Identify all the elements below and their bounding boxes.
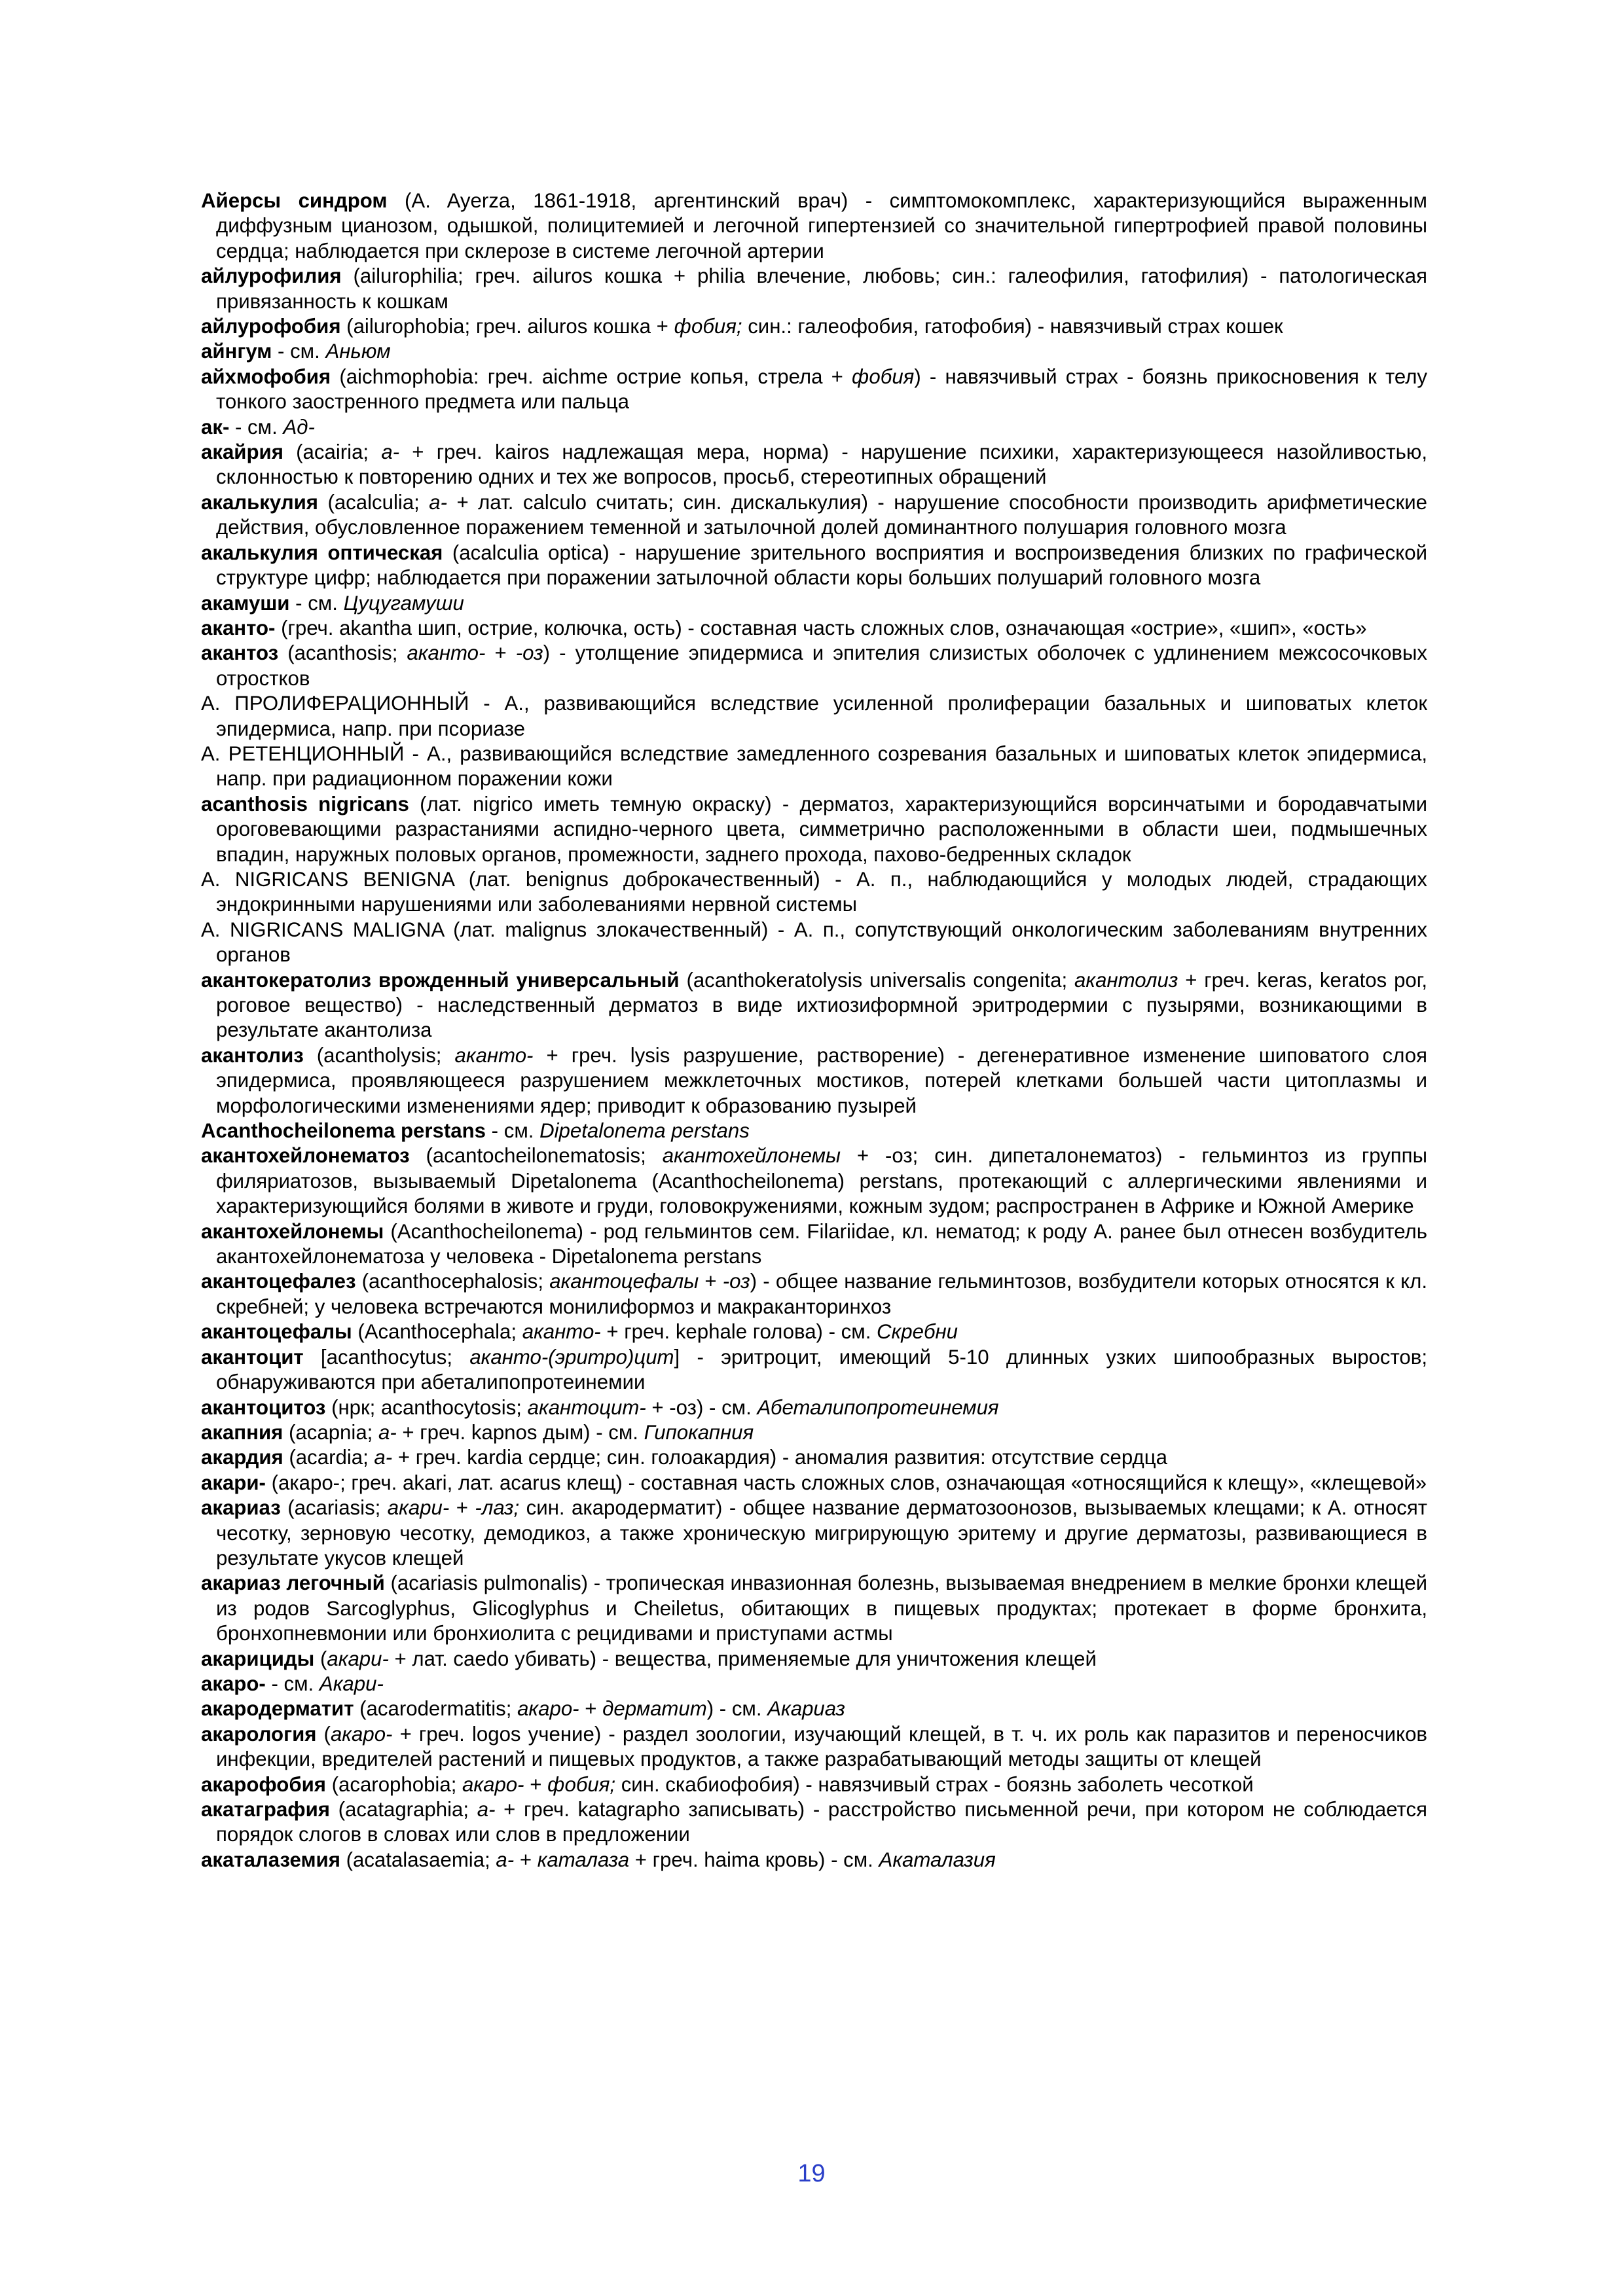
entry-term: акалькулия оптическая — [201, 541, 443, 564]
entry-text: - см. — [265, 1672, 319, 1695]
entry-text: (acarodermatitis; — [354, 1697, 518, 1721]
entry-term: акантоцефалез — [201, 1270, 356, 1293]
entry-reference: фобия; — [547, 1772, 616, 1796]
entry-text: А. РЕТЕНЦИОННЫЙ - А., развивающийся вследствие замедленного созревания базальных и шиповатых клеток эпидермиса, напр. при радиационном поражении кожи — [201, 742, 1427, 791]
dictionary-entry — [201, 1119, 1427, 1143]
entry-text: (acapnia; — [283, 1420, 378, 1444]
dictionary-entry — [201, 339, 1427, 364]
entry-term: акантоцефалы — [201, 1320, 352, 1344]
entry-term: айхмофобия — [201, 365, 331, 388]
entry-term: Acanthocheilonema perstans — [201, 1119, 486, 1143]
entry-term: акардия — [201, 1446, 283, 1469]
entry-text: (acalculia optica) - нарушение зрительного восприятия и воспроизведения близких по графической структуре цифр; наблюдается при поражении затылочной области коры больших полушарий головного мозга — [216, 541, 1428, 590]
entry-text: - см. — [289, 591, 344, 615]
entry-term: ак- — [201, 415, 230, 439]
entry-term: акамуши — [201, 591, 290, 615]
entry-reference: фобия; — [674, 315, 742, 338]
dictionary-entry — [201, 415, 1427, 440]
entry-term: акантолиз — [201, 1043, 304, 1067]
entry-text: + — [485, 641, 516, 665]
entry-term: айнгум — [201, 340, 272, 363]
entry-term: акантоцитоз — [201, 1395, 326, 1419]
entry-text: - см. — [229, 415, 283, 439]
dictionary-entry — [201, 742, 1427, 792]
entry-text: + — [514, 1848, 538, 1871]
entry-reference: акантоцефалы — [549, 1270, 699, 1293]
dictionary-entry — [201, 1345, 1427, 1395]
dictionary-entry — [201, 1797, 1427, 1848]
entry-term: акаталаземия — [201, 1848, 340, 1871]
page-number: 19 — [797, 2160, 826, 2187]
entry-reference: Ад- — [283, 415, 315, 439]
dictionary-entry — [201, 365, 1427, 415]
entry-text: (acairia; — [283, 440, 382, 464]
dictionary-entry — [201, 641, 1427, 691]
entry-reference: а- — [378, 1420, 397, 1444]
entry-text: (acariasis pulmonalis) - тропическая инвазионная болезнь, вызываемая внедрением в мелкие бронхи клещей из родов Sarcoglyphus, Glicoglyphus и Cheiletus, обитающих в пищевых продуктах; протекает в форме бронхита, бронхопневмонии или бронхиолита с рецидивами и приступами астмы — [216, 1571, 1427, 1645]
entry-text: (acanthocephalosis; — [356, 1270, 550, 1293]
entry-text: (acariasis; — [280, 1496, 388, 1520]
entry-reference: акантолиз — [1074, 968, 1178, 992]
entry-text: син. скабиофобия) - навязчивый страх - боязнь заболеть чесоткой — [615, 1772, 1254, 1796]
entry-reference: Dipetalonema perstans — [539, 1119, 750, 1143]
entry-text: + греч. lysis разрушение, растворение) - дегенеративное изменение шиповатого слоя эпидермиса, проявляющееся разрушением межклеточных мостиков, потерей клетками большей части цитоплазмы и морфологическими изменениями ядер; приводит к образованию пузырей — [216, 1043, 1427, 1117]
entry-text: (Acanthocheilonema) - род гельминтов сем. Filariidae, кл. нематод; к роду А. ранее был отнесен возбудитель акантохейлонематоза у человека - Dipetalonema perstans — [216, 1219, 1427, 1268]
entry-term: акарология — [201, 1722, 317, 1746]
entry-text: - см. — [486, 1119, 540, 1143]
dictionary-entry — [201, 1471, 1427, 1496]
entry-term: Айерсы синдром — [201, 189, 388, 212]
entry-text: (acatalasaemia; — [340, 1848, 496, 1871]
dictionary-entry — [201, 616, 1427, 641]
entry-reference: Акари- — [319, 1672, 384, 1695]
entry-reference: Акариаз — [767, 1697, 845, 1721]
dictionary-entry — [201, 1395, 1427, 1420]
entry-term: акариаз — [201, 1496, 281, 1520]
entry-text: ) - навязчивый страх - боязнь прикосновения к телу тонкого заостренного предмета или пальца — [216, 365, 1427, 414]
entry-term: акари- — [201, 1471, 266, 1494]
entry-text: А. ПРОЛИФЕРАЦИОННЫЙ - А., развивающийся вследствие усиленной пролиферации базальных и шиповатых клеток эпидермиса, напр. при псориазе — [201, 692, 1427, 740]
dictionary-entry — [201, 1143, 1427, 1219]
entry-term: акаро- — [201, 1672, 266, 1695]
entry-reference: акари- — [387, 1496, 450, 1520]
dictionary-entry — [201, 490, 1427, 541]
dictionary-entry — [201, 1848, 1427, 1873]
dictionary-entry — [201, 1696, 1427, 1721]
entry-text: (acantocheilonematosis; — [409, 1144, 663, 1168]
entry-text: (лат. nigrico иметь темную окраску) - дерматоз, характеризующийся ворсинчатыми и бородавчатыми ороговевающими разрастаниями аспидно-черного цвета, симметрично расположенными в области шеи, подмышечных впадин, наружных половых органов, промежности, заднего прохода, пахово-бедренных складок — [216, 792, 1428, 866]
dictionary-entry — [201, 792, 1427, 867]
entry-term: айлурофобия — [201, 315, 341, 338]
entry-term: акайрия — [201, 440, 283, 464]
dictionary-entry — [201, 918, 1427, 968]
entry-reference: акантоцит- — [527, 1395, 646, 1419]
dictionary-entry — [201, 188, 1427, 264]
entry-text: (нрк; acanthocytosis; — [325, 1395, 528, 1419]
entry-text: (ailurophobia; греч. ailuros кошка + — [340, 315, 674, 338]
entry-reference: Аньюм — [325, 340, 391, 363]
entry-term: акарофобия — [201, 1772, 326, 1796]
entry-text: + — [579, 1697, 603, 1721]
entry-reference: а- — [429, 490, 448, 514]
dictionary-entry — [201, 1420, 1427, 1445]
entry-text: (Acanthocephala; — [352, 1320, 522, 1344]
entry-text: ( — [314, 1647, 327, 1670]
dictionary-entry — [201, 1445, 1427, 1470]
entry-text: ) - см. — [706, 1697, 768, 1721]
entry-reference: акаро- — [462, 1772, 524, 1796]
entry-text: + греч. kairos надлежащая мера, норма) - нарушение психики, характеризующееся назойливостью, склонностью к повторению одних и тех же вопросов, просьб, стереотипных обращений — [216, 440, 1427, 489]
entry-text: + греч. katagrapho записывать) - расстройство письменной речи, при котором не соблюдается порядок слогов в словах или слов в предложении — [216, 1798, 1427, 1846]
entry-term: акариаз легочный — [201, 1571, 385, 1595]
dictionary-entry — [201, 264, 1427, 314]
entry-reference: Скребни — [877, 1320, 958, 1344]
entry-text: (acardia; — [283, 1446, 374, 1469]
dictionary-entry — [201, 1722, 1427, 1772]
entry-text: ( — [316, 1722, 331, 1746]
entry-text: [acanthocytus; — [303, 1345, 470, 1369]
entry-text: + греч. logos учение) - раздел зоологии, изучающий клещей, в т. ч. их роль как паразитов и переносчиков инфекции, вредителей растений и пищевых продуктов, а также разрабатывающий методы защиты от клещей — [216, 1722, 1427, 1771]
entry-term: акатаграфия — [201, 1798, 330, 1821]
entry-reference: акари- — [327, 1647, 389, 1670]
entry-text: ] - эритроцит, имеющий 5-10 длинных узких шипообразных выростов; обнаруживаются при абеталипопротеинемии — [216, 1345, 1427, 1394]
entry-text: + греч. kephale голова) - см. — [600, 1320, 877, 1344]
entry-term: акалькулия — [201, 490, 319, 514]
entry-text: (acanthokeratolysis universalis congenita; — [679, 968, 1075, 992]
entry-text: + — [524, 1772, 548, 1796]
entry-reference: а- — [374, 1446, 393, 1469]
entry-reference: аканто- — [407, 641, 486, 665]
entry-term: айлурофилия — [201, 264, 342, 288]
entry-reference: Акаталазия — [879, 1848, 996, 1871]
entry-text: (греч. akantha шип, острие, колючка, ость) - составная часть сложных слов, означающая «острие», «шип», «ость» — [275, 616, 1367, 639]
entry-text: A. NIGRICANS BENIGNA (лат. benignus доброкачественный) - А. п., наблюдающийся у молодых людей, страдающих эндокринными нарушениями или заболеваниями нервной системы — [201, 867, 1427, 916]
entry-term: акародерматит — [201, 1697, 354, 1721]
entry-text: + -оз; син. дипеталонематоз) - гельминтоз из группы филяриатозов, вызываемый Dipetalonema (Acanthocheilonema) perstans, протекающий с аллергическими явлениями и характеризующийся болями в животе и груди, головокружениями, кожным зудом; распространен в Африке и Южной Америке — [216, 1144, 1427, 1218]
dictionary-entry — [201, 1319, 1427, 1344]
entry-text: - см. — [272, 340, 326, 363]
entry-term: акантокератолиз врожденный универсальный — [201, 968, 680, 992]
entry-reference: а- — [477, 1798, 496, 1821]
entry-text: (A. Ayerza, 1861-1918, аргентинский врач) - симптомокомплекс, характеризующийся выраженным диффузным цианозом, одышкой, полицитемией и легочной гипертензией со значительной гипертрофией правой половины сердца; наблюдается при склерозе в системе легочной артерии — [216, 189, 1427, 262]
dictionary-entry — [201, 541, 1427, 591]
entry-text: (акаро-; греч. akari, лат. acarus клещ) - составная часть сложных слов, означающая «относящийся к клещу», «клещевой» — [265, 1471, 1427, 1494]
dictionary-entry — [201, 314, 1427, 339]
dictionary-entry — [201, 440, 1427, 490]
entry-text: + — [699, 1270, 723, 1293]
entry-reference: аканто- — [522, 1320, 601, 1344]
entry-text: + лат. caedo убивать) - вещества, применяемые для уничтожения клещей — [388, 1647, 1097, 1670]
dictionary-entry — [201, 1269, 1427, 1319]
entry-text: (acarophobia; — [325, 1772, 463, 1796]
entry-text: син.: галеофобия, гатофобия) - навязчивый страх кошек — [742, 315, 1283, 338]
entry-term: акантоз — [201, 641, 279, 665]
entry-term: акантохейлонемы — [201, 1219, 384, 1243]
entry-text: ) - общее название гельминтозов, возбудители которых относятся к кл. скребней; у человека встречаются монилиформоз и макраканторинхоз — [216, 1270, 1427, 1318]
entry-term: acanthosis nigricans — [201, 792, 409, 816]
entry-text: A. NIGRICANS MALIGNA (лат. malignus злокачественный) - А. п., сопутствующий онкологическим заболеваниям внутренних органов — [201, 918, 1427, 967]
entry-text: (acalculia; — [318, 490, 429, 514]
dictionary-entry — [201, 1772, 1427, 1797]
entry-text: син. акародерматит) - общее название дерматозоонозов, вызываемых клещами; к А. относят чесотку, зерновую чесотку, демодикоз, а также хроническую мигрирующую эритему и другие дерматозы, развивающиеся в результате укусов клещей — [216, 1496, 1427, 1570]
entry-reference: Абеталипопротеинемия — [757, 1395, 999, 1419]
entry-reference: -оз — [722, 1270, 750, 1293]
entry-term: акантохейлонематоз — [201, 1144, 410, 1168]
entry-reference: -оз — [515, 641, 543, 665]
dictionary-entry — [201, 968, 1427, 1043]
dictionary-entry — [201, 591, 1427, 616]
entry-reference: Гипокапния — [644, 1420, 754, 1444]
entry-term: аканто- — [201, 616, 276, 639]
entry-text: (acantholysis; — [303, 1043, 455, 1067]
entry-reference: а- — [496, 1848, 515, 1871]
entry-reference: каталаза — [537, 1848, 630, 1871]
entry-reference: а- — [381, 440, 400, 464]
entry-text: + греч. kardia сердце; син. голоакардия) - аномалия развития: отсутствие сердца — [392, 1446, 1167, 1469]
entry-text: (acanthosis; — [278, 641, 407, 665]
dictionary-page — [201, 188, 1427, 1873]
entry-reference: Цуцугамуши — [343, 591, 464, 615]
entry-reference: фобия — [852, 365, 915, 388]
entry-reference: акантохейлонемы — [662, 1144, 841, 1168]
dictionary-entry — [201, 1496, 1427, 1571]
entry-text: + греч. kapnos дым) - см. — [396, 1420, 644, 1444]
entry-term: акапния — [201, 1420, 283, 1444]
entry-term: акантоцит — [201, 1345, 304, 1369]
entry-reference: аканто-(эритро)цит — [469, 1345, 674, 1369]
entry-reference: дерматит — [602, 1697, 707, 1721]
dictionary-entry — [201, 1647, 1427, 1672]
entry-text: ) - утолщение эпидермиса и эпителия слизистых оболочек с удлинением межсосочковых отростков — [216, 641, 1428, 690]
dictionary-entry — [201, 691, 1427, 742]
dictionary-entry — [201, 1672, 1427, 1696]
entry-text: (aichmophobia: греч. aichme острие копья, стрела + — [331, 365, 852, 388]
entry-reference: -лаз; — [475, 1496, 520, 1520]
entry-text: + — [449, 1496, 475, 1520]
dictionary-entry — [201, 867, 1427, 918]
entry-reference: акаро- — [330, 1722, 393, 1746]
entry-text: + лат. calculo считать; син. дискалькулия) - нарушение способности производить арифметические действия, обусловленное поражением теменной и затылочной долей доминантного полушария головного мозга — [216, 490, 1427, 539]
entry-reference: акаро- — [517, 1697, 579, 1721]
dictionary-entry — [201, 1043, 1427, 1119]
entry-term: акарициды — [201, 1647, 315, 1670]
entry-text: + греч. keras, keratos рог, роговое вещество) - наследственный дерматоз в виде ихтиозиформной эритродермии с пузырями, возникающими в результате акантолиза — [216, 968, 1427, 1042]
entry-text: (acatagraphia; — [329, 1798, 477, 1821]
dictionary-entry — [201, 1219, 1427, 1270]
entry-text: (ailurophilia; греч. ailuros кошка + philia влечение, любовь; син.: галеофилия, гатофилия) - патологическая привязанность к кошкам — [216, 264, 1427, 313]
dictionary-entry — [201, 1571, 1427, 1646]
entry-text: + -оз) - см. — [646, 1395, 757, 1419]
entry-text: + греч. haima кровь) - см. — [629, 1848, 879, 1871]
entry-reference: аканто- — [454, 1043, 534, 1067]
